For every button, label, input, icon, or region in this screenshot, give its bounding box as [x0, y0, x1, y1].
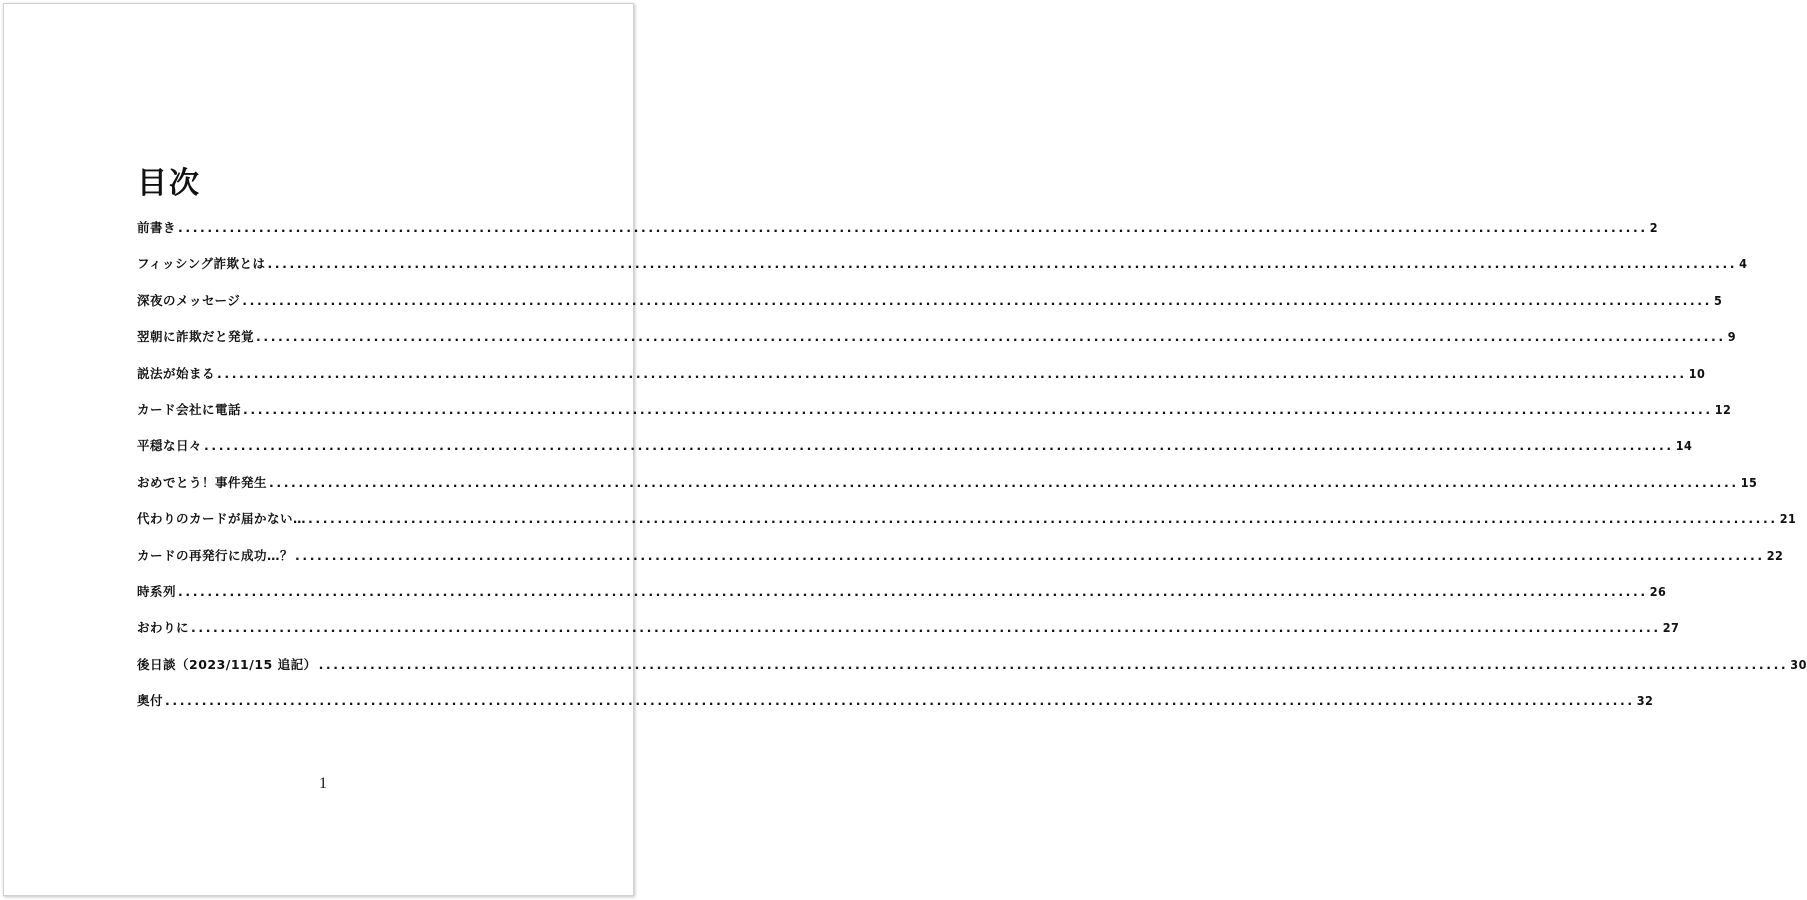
toc-entry-page: 5 [1713, 292, 1723, 308]
toc-entry[interactable] [137, 218, 1659, 254]
toc-dot-leader: ........................................................................................................................................................................................................ [204, 438, 1674, 454]
toc-entry[interactable] [137, 655, 1807, 691]
toc-dot-leader: ........................................................................................................................................................................................................ [217, 365, 1687, 381]
toc-entry-label: 奥付 [137, 693, 164, 709]
toc-entry-label: おわりに [137, 620, 190, 636]
toc-entry-label: フィッシング詐欺とは [137, 256, 266, 272]
toc-entry-page: 22 [1766, 547, 1784, 563]
toc-entry-label: 深夜のメッセージ [137, 292, 241, 308]
toc-entry-label: 前書き [137, 220, 177, 235]
toc-entry-label: カード会社に電話 [137, 401, 242, 417]
toc-dot-leader: ........................................................................................................................................................................................................ [178, 583, 1648, 599]
toc-dot-leader: ........................................................................................................................................................................................................ [318, 656, 1789, 672]
toc-dot-leader: ........................................................................................................................................................................................................ [178, 220, 1648, 235]
toc-entry-page: 2 [1649, 220, 1659, 235]
toc-dot-leader: ........................................................................................................................................................................................................ [267, 256, 1738, 272]
toc-entry[interactable] [137, 364, 1706, 400]
toc-entry-label: カードの再発行に成功…？ [137, 547, 294, 563]
toc-entry-label: 説法が始まる [137, 365, 216, 381]
toc-entry[interactable] [137, 509, 1797, 545]
toc-entry[interactable] [137, 546, 1784, 582]
toc-entry[interactable] [137, 400, 1732, 436]
toc-entry-page: 27 [1662, 620, 1680, 636]
toc-entry-page: 15 [1740, 474, 1758, 490]
toc-entry-label: おめでとう！事件発生 [137, 474, 268, 490]
toc-entry-label: 代わりのカードが届かない… [137, 511, 307, 527]
toc-list [137, 218, 1807, 727]
page-number: 1 [319, 775, 327, 792]
toc-entry-page: 32 [1636, 693, 1654, 709]
toc-entry-page: 9 [1727, 329, 1737, 345]
toc-dot-leader: ........................................................................................................................................................................................................ [308, 511, 1778, 527]
toc-entry-label: 後日談（2023/11/15 追記） [137, 656, 317, 672]
toc-dot-leader: ........................................................................................................................................................................................................ [269, 474, 1739, 490]
toc-entry-page: 10 [1688, 365, 1706, 381]
toc-entry-page: 14 [1675, 438, 1693, 454]
toc-entry-label: 翌朝に詐欺だと発覚 [137, 329, 255, 345]
toc-heading: 目次 [137, 166, 201, 201]
toc-entry[interactable] [137, 691, 1654, 727]
toc-entry-page: 21 [1779, 511, 1797, 527]
toc-entry[interactable] [137, 618, 1680, 654]
toc-dot-leader: ........................................................................................................................................................................................................ [191, 620, 1661, 636]
toc-dot-leader: ........................................................................................................................................................................................................ [165, 693, 1635, 709]
toc-entry[interactable] [137, 291, 1723, 327]
document-page [3, 3, 1807, 896]
toc-entry[interactable] [137, 436, 1693, 472]
toc-entry[interactable] [137, 473, 1758, 509]
toc-entry-page: 12 [1714, 401, 1732, 417]
toc-entry-page: 26 [1649, 583, 1667, 599]
toc-dot-leader: ........................................................................................................................................................................................................ [295, 547, 1765, 563]
toc-entry-page: 4 [1739, 256, 1748, 272]
toc-dot-leader: ........................................................................................................................................................................................................ [256, 329, 1726, 345]
toc-entry-label: 平穏な日々 [137, 438, 203, 454]
toc-entry[interactable] [137, 327, 1737, 363]
toc-dot-leader: ........................................................................................................................................................................................................ [242, 292, 1712, 308]
toc-entry[interactable] [137, 254, 1748, 290]
toc-entry-label: 時系列 [137, 583, 177, 599]
toc-entry-page: 30 [1790, 656, 1807, 672]
toc-entry[interactable] [137, 582, 1667, 618]
toc-dot-leader: ........................................................................................................................................................................................................ [243, 401, 1713, 417]
